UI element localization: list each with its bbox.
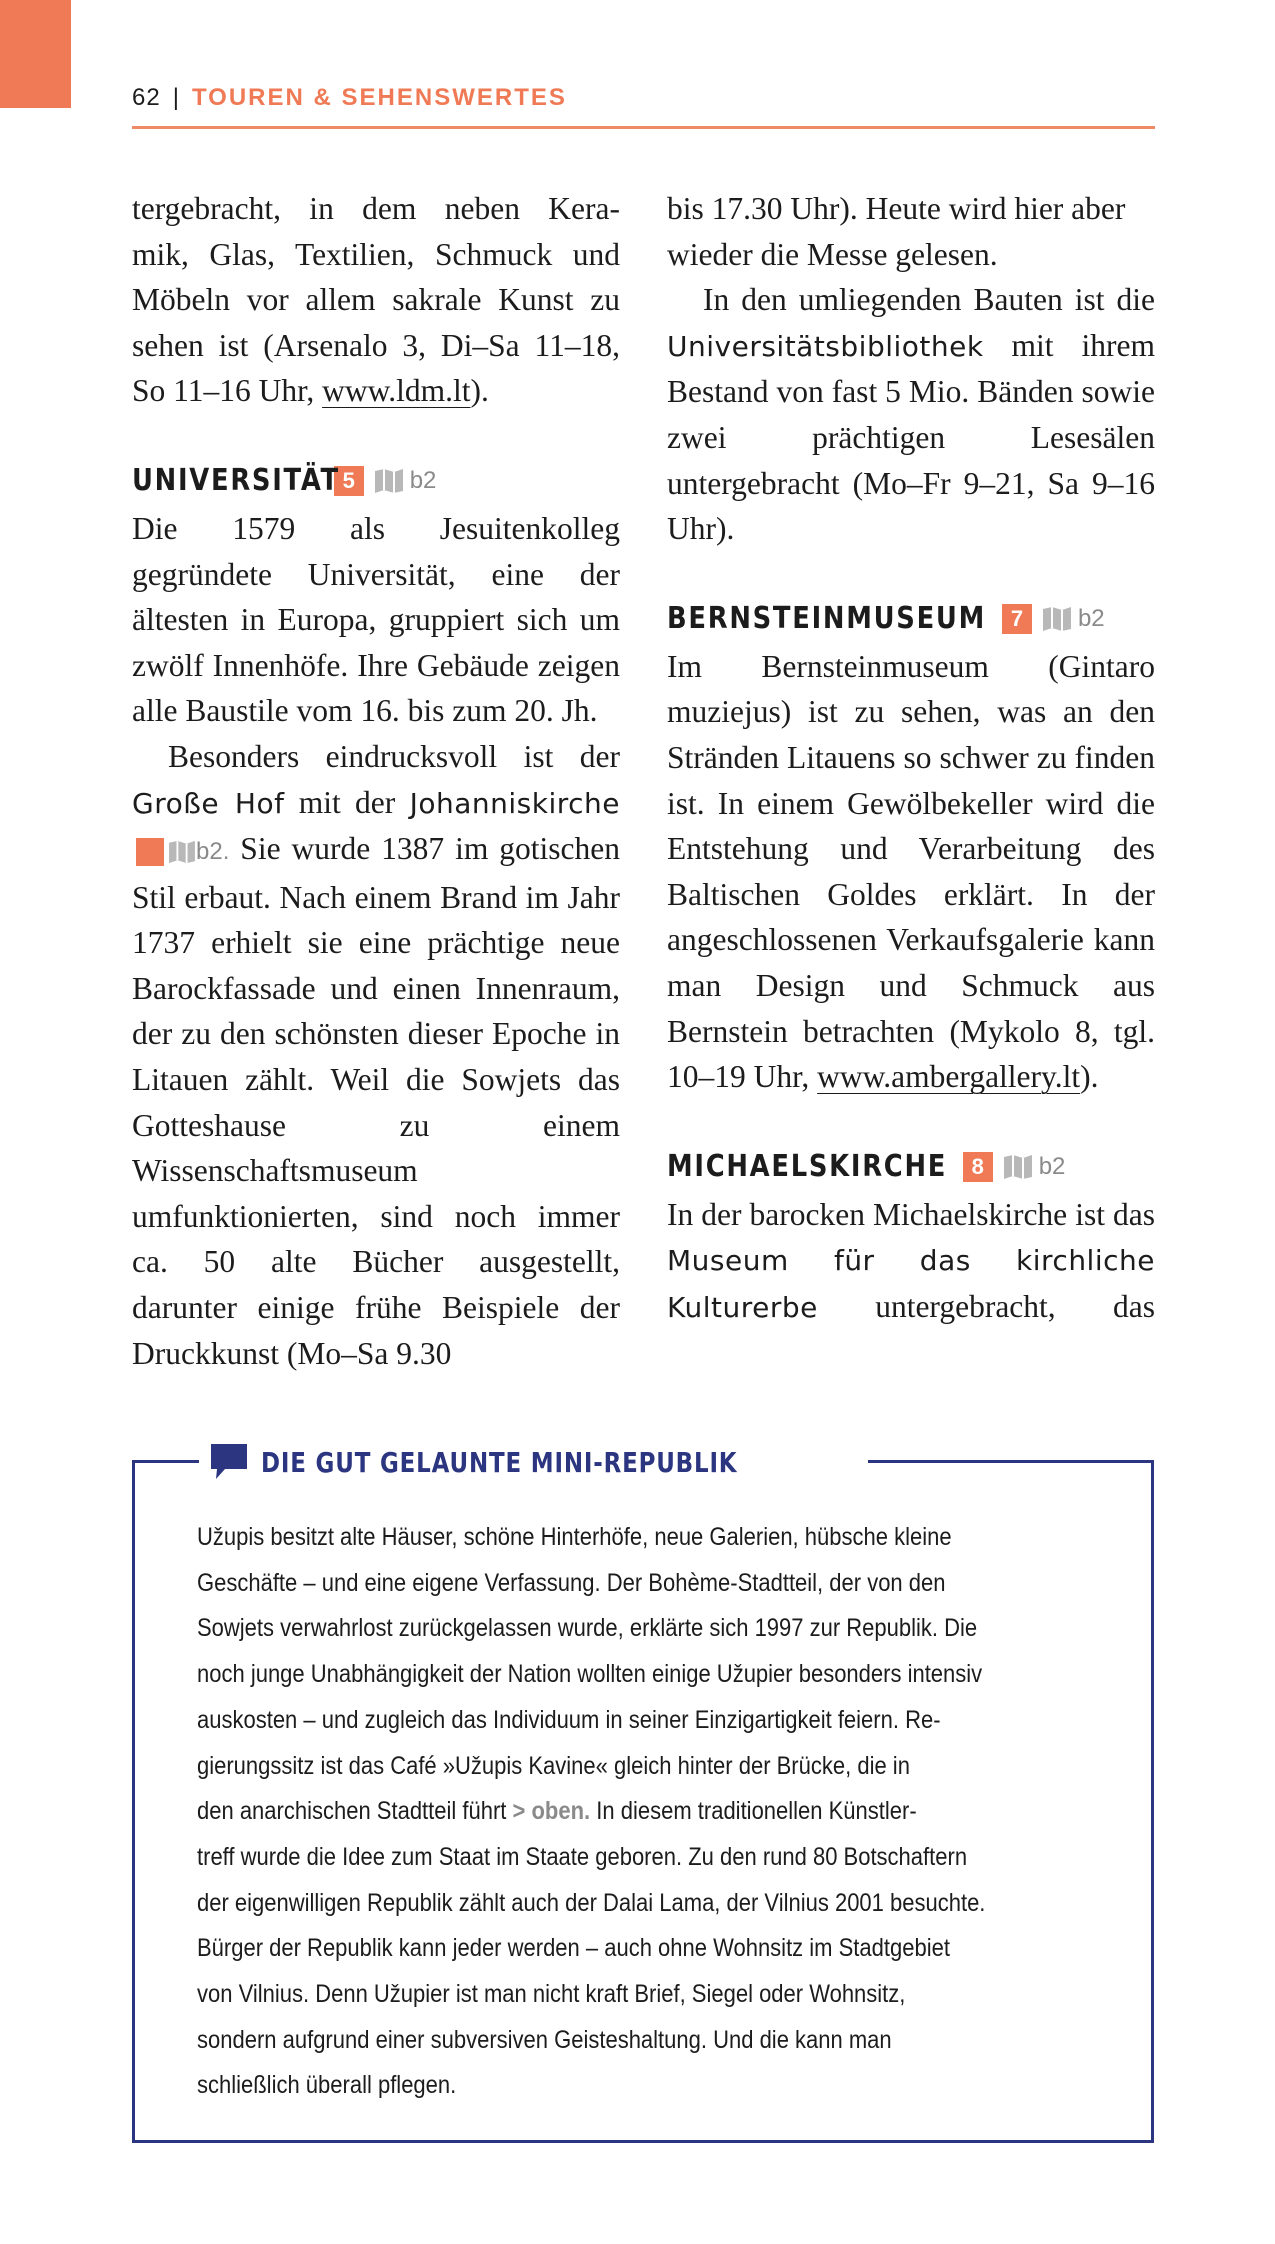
heading-text: UNIVERSITÄT	[132, 463, 340, 499]
para-text: mit der	[284, 784, 410, 820]
cross-reference: > oben.	[512, 1797, 591, 1826]
bibliothek-paragraph	[667, 277, 1155, 552]
intro-line: tergebracht, in dem neben Kera-	[132, 191, 620, 226]
info-box-title: DIE GUT GELAUNTE MINI-REPUBLIK	[261, 1445, 738, 1479]
grid-reference: b2	[1077, 604, 1105, 632]
intro-line: Möbeln vor allem sakrale Kunst zu	[132, 282, 620, 318]
para-text: In der barocken Michaelskirche ist das	[667, 1196, 1155, 1232]
speech-bubble-icon	[209, 1442, 249, 1482]
intro-line-last	[132, 368, 620, 414]
box-line: der eigenwilligen Republik zählt auch der Dalai Lama, der Vilnius 2001 besuchte.	[197, 1888, 986, 1917]
corner-tab	[0, 0, 71, 108]
museum-kirchliches-kulturerbe: Museum für das kirchliche Kulturerbe	[667, 1244, 1155, 1324]
map-marker-7: 7	[1002, 604, 1032, 634]
box-line: sondern aufgrund einer subversiven Geisteshaltung. Und die kann man	[197, 2025, 892, 2054]
box-line: Užupis besitzt alte Häuser, schöne Hinterhöfe, neue Galerien, hübsche kleine	[197, 1523, 952, 1551]
box-line: Geschäfte – und eine eigene Verfassung. Der Bohème-Stadtteil, der von den	[197, 1568, 946, 1597]
universitaet-paragraph-1: Die 1579 als Jesuitenkolleg gegründete Universität, eine der ältesten in Europa, gruppiert sich um zwölf Innenhöfe. Ihre Gebäude zeigen alle Baustile vom 16. bis zum 20. Jh.	[132, 510, 620, 729]
map-marker-6	[136, 838, 164, 866]
info-box-header	[199, 1437, 868, 1487]
running-header	[132, 78, 1155, 129]
section-title: TOUREN & SEHENSWERTES	[191, 84, 567, 111]
map-icon	[1042, 606, 1072, 632]
universitaet-continued: bis 17.30 Uhr). Heute wird hier aber wieder die Messe gelesen.	[667, 191, 1126, 272]
heading-text: BERNSTEINMUSEUM	[667, 600, 987, 636]
grid-reference: b2	[1038, 1152, 1066, 1180]
intro-paragraph	[132, 186, 620, 414]
intro-close: ).	[470, 373, 489, 409]
box-text: den anarchischen Stadtteil führt	[197, 1797, 513, 1826]
grid-reference: b2.	[196, 838, 230, 866]
box-line: schließlich überall pflegen.	[197, 2071, 457, 2100]
map-marker-8: 8	[963, 1152, 993, 1182]
box-line: Bürger der Republik kann jeder werden – auch ohne Wohnsitz im Stadtgebiet	[197, 1934, 950, 1963]
grosser-hof: Große Hof	[132, 786, 285, 820]
michael-paragraph	[667, 1192, 1155, 1331]
ldm-link[interactable]: www.ldm.lt	[322, 373, 471, 409]
para-text: Besonders eindrucksvoll ist der	[168, 738, 620, 774]
left-column	[132, 186, 620, 1376]
heading-bernsteinmuseum	[667, 596, 1155, 642]
intro-hours: So 11–16 Uhr,	[132, 373, 323, 409]
heading-universitaet	[132, 458, 620, 504]
intro-line: sehen ist (Arsenalo 3, Di–Sa 11–18,	[132, 327, 620, 363]
box-line: Sowjets verwahrlost zurückgelassen wurde, erklärte sich 1997 zur Republik. Die	[197, 1614, 978, 1643]
box-line: gierungssitz ist das Café »Užupis Kavine« gleich hinter der Brücke, die in	[197, 1751, 910, 1780]
box-line: noch junge Unabhängigkeit der Nation wollten einige Užupier besonders intensiv	[197, 1660, 983, 1689]
map-icon	[374, 468, 404, 494]
box-line: treff wurde die Idee zum Staat im Staate geboren. Zu den rund 80 Botschaftern	[197, 1842, 968, 1871]
ambergallery-link[interactable]: www.ambergallery.lt	[817, 1059, 1081, 1095]
right-column	[667, 186, 1155, 1330]
universitaet-paragraph-2	[132, 734, 620, 1376]
universitaetsbibliothek: Universitätsbibliothek	[667, 329, 984, 363]
info-box-text	[197, 1515, 1097, 2109]
para-text: In den umliegenden Bauten ist die	[703, 282, 1155, 318]
box-line	[197, 1789, 989, 1835]
para-text: mit ihrem Bestand von fast 5 Mio. Bänden sowie zwei prächtigen Lesesälen untergebracht (Mo–Fr 9–21, Sa 9–16 Uhr).	[667, 327, 1155, 547]
grid-reference: b2	[409, 467, 437, 495]
para-text: Im Bernsteinmuseum (Gintaro muziejus) ist zu sehen, was an den Stränden Litauens so schwer zu finden ist. In einem Gewölbekeller wird die Entstehung und Verarbeitung des Baltischen Goldes erklärt. In der angeschlossenen Verkaufsgalerie kann man Design und Schmuck aus Bernstein betrachten (Mykolo 8, tgl. 10–19 Uhr,	[667, 648, 1155, 1095]
para-text: ).	[1080, 1059, 1099, 1095]
bernstein-paragraph	[667, 644, 1155, 1100]
info-box	[132, 1445, 1154, 2143]
map-marker-5: 5	[334, 466, 364, 496]
map-icon	[168, 840, 196, 864]
para-text: untergebracht, das	[817, 1288, 1155, 1324]
intro-line: mik, Glas, Textilien, Schmuck und	[132, 236, 620, 272]
box-line: auskosten – und zugleich das Individuum in seiner Einzigartigkeit feiern. Re-	[197, 1705, 941, 1734]
para-text: Sie wurde 1387 im gotischen Stil erbaut. Nach einem Brand im Jahr 1737 erhielt sie eine prächtige neue Barockfassade und einen Innenraum, der zu den schönsten dieser Epoche in Litauen zählt. Weil die Sowjets das Gotteshause zu einem Wissenschaftsmuseum umfunktionierten, sind noch immer ca. 50 alte Bücher ausgestellt, darunter einige frühe Beispiele der Druckkunst (Mo–Sa 9.30	[132, 831, 620, 1371]
header-separator: |	[172, 84, 180, 111]
heading-text: MICHAELSKIRCHE	[667, 1148, 948, 1184]
box-text: In diesem traditionellen Künstler-	[590, 1797, 917, 1826]
box-line: von Vilnius. Denn Užupier ist man nicht kraft Brief, Siegel oder Wohnsitz,	[197, 1980, 906, 2009]
johanniskirche: Johanniskirche	[409, 786, 620, 820]
heading-michaelskirche	[667, 1144, 1155, 1190]
page-number: 62	[132, 84, 161, 111]
map-icon	[1003, 1154, 1033, 1180]
